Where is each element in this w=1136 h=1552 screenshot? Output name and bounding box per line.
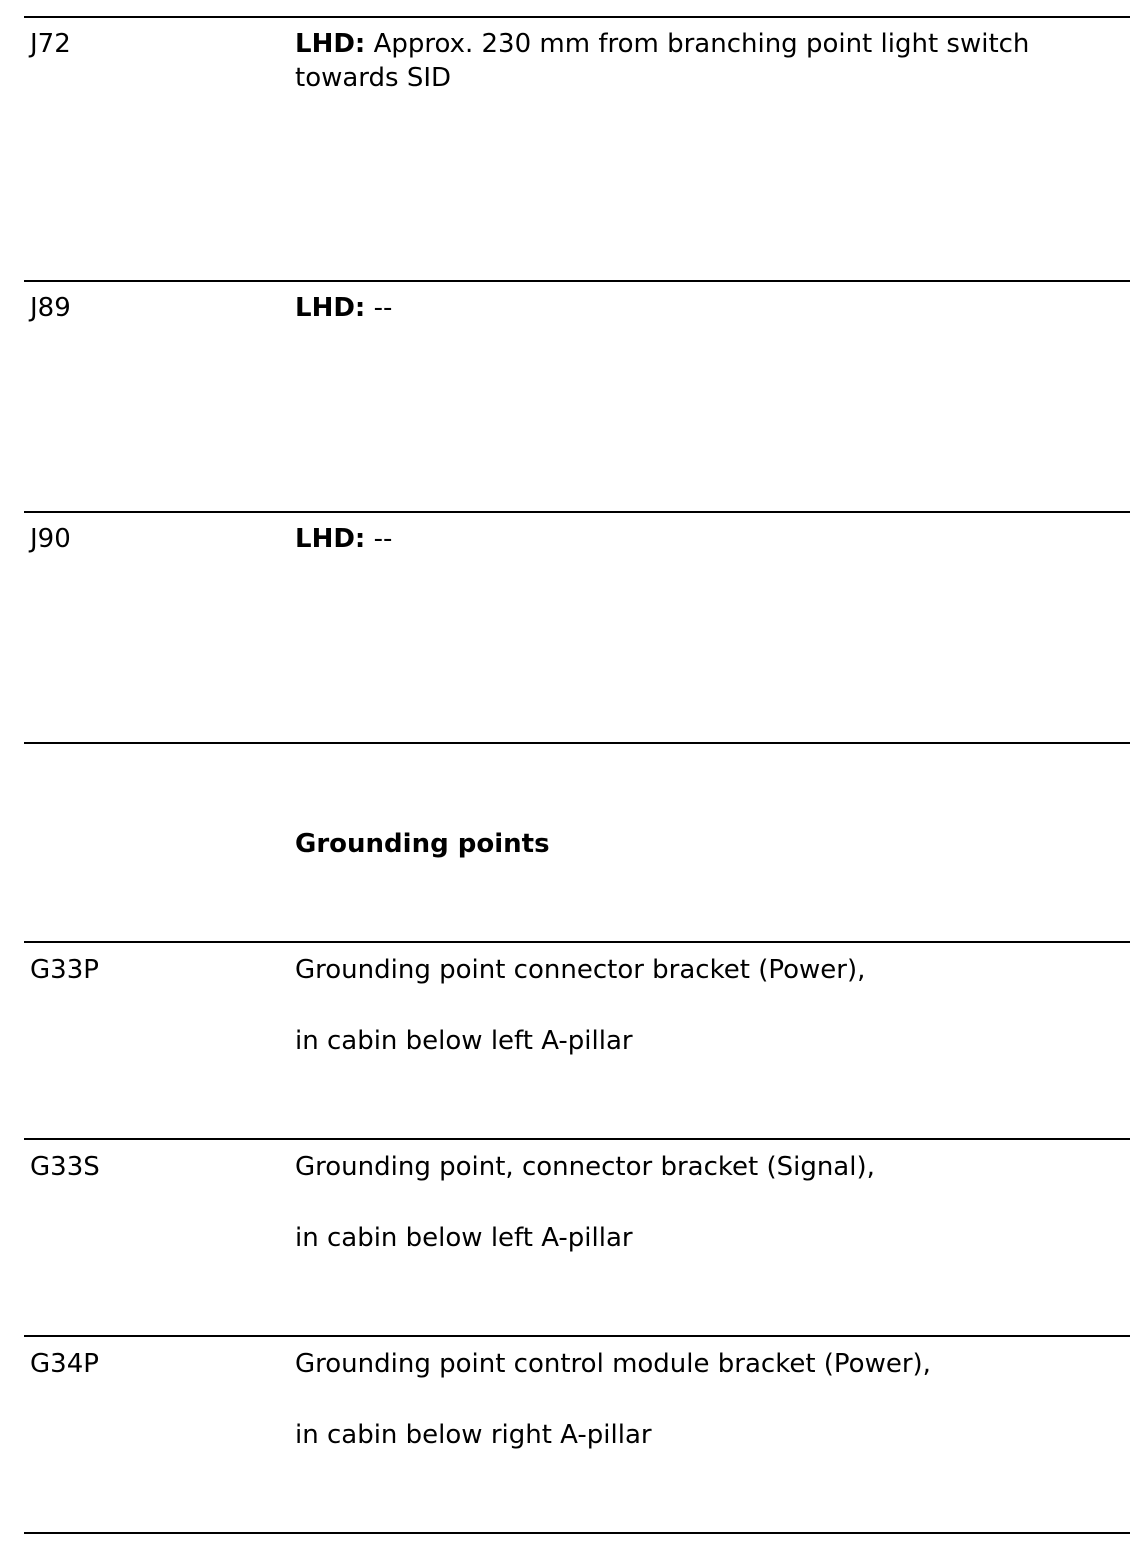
row-code: G34P [30,1349,99,1379]
grounding-line-2: in cabin below right A-pillar [295,1420,652,1450]
row-description [295,27,1115,95]
row-code: J89 [30,293,71,323]
section-heading: Grounding points [295,829,550,859]
divider [24,1532,1130,1534]
lhd-label: LHD: [295,29,366,59]
row-code: G33P [30,955,99,985]
lhd-label: LHD: [295,293,366,323]
divider [24,1335,1130,1337]
divider [24,280,1130,282]
row-description [295,291,1115,325]
location-text: Approx. 230 mm from branching point light switch towards SID [295,29,1030,93]
divider [24,511,1130,513]
grounding-line-2: in cabin below left A-pillar [295,1026,633,1056]
divider [24,16,1130,18]
lhd-label: LHD: [295,524,366,554]
divider [24,742,1130,744]
grounding-line-1: Grounding point connector bracket (Power), [295,955,866,985]
row-code: J90 [30,524,71,554]
divider [24,1138,1130,1140]
divider [24,941,1130,943]
grounding-line-1: Grounding point control module bracket (Power), [295,1349,931,1379]
grounding-line-2: in cabin below left A-pillar [295,1223,633,1253]
row-code: G33S [30,1152,100,1182]
row-code: J72 [30,29,71,59]
grounding-line-1: Grounding point, connector bracket (Signal), [295,1152,875,1182]
location-text: -- [373,524,393,554]
row-description [295,522,1115,556]
location-text: -- [373,293,393,323]
